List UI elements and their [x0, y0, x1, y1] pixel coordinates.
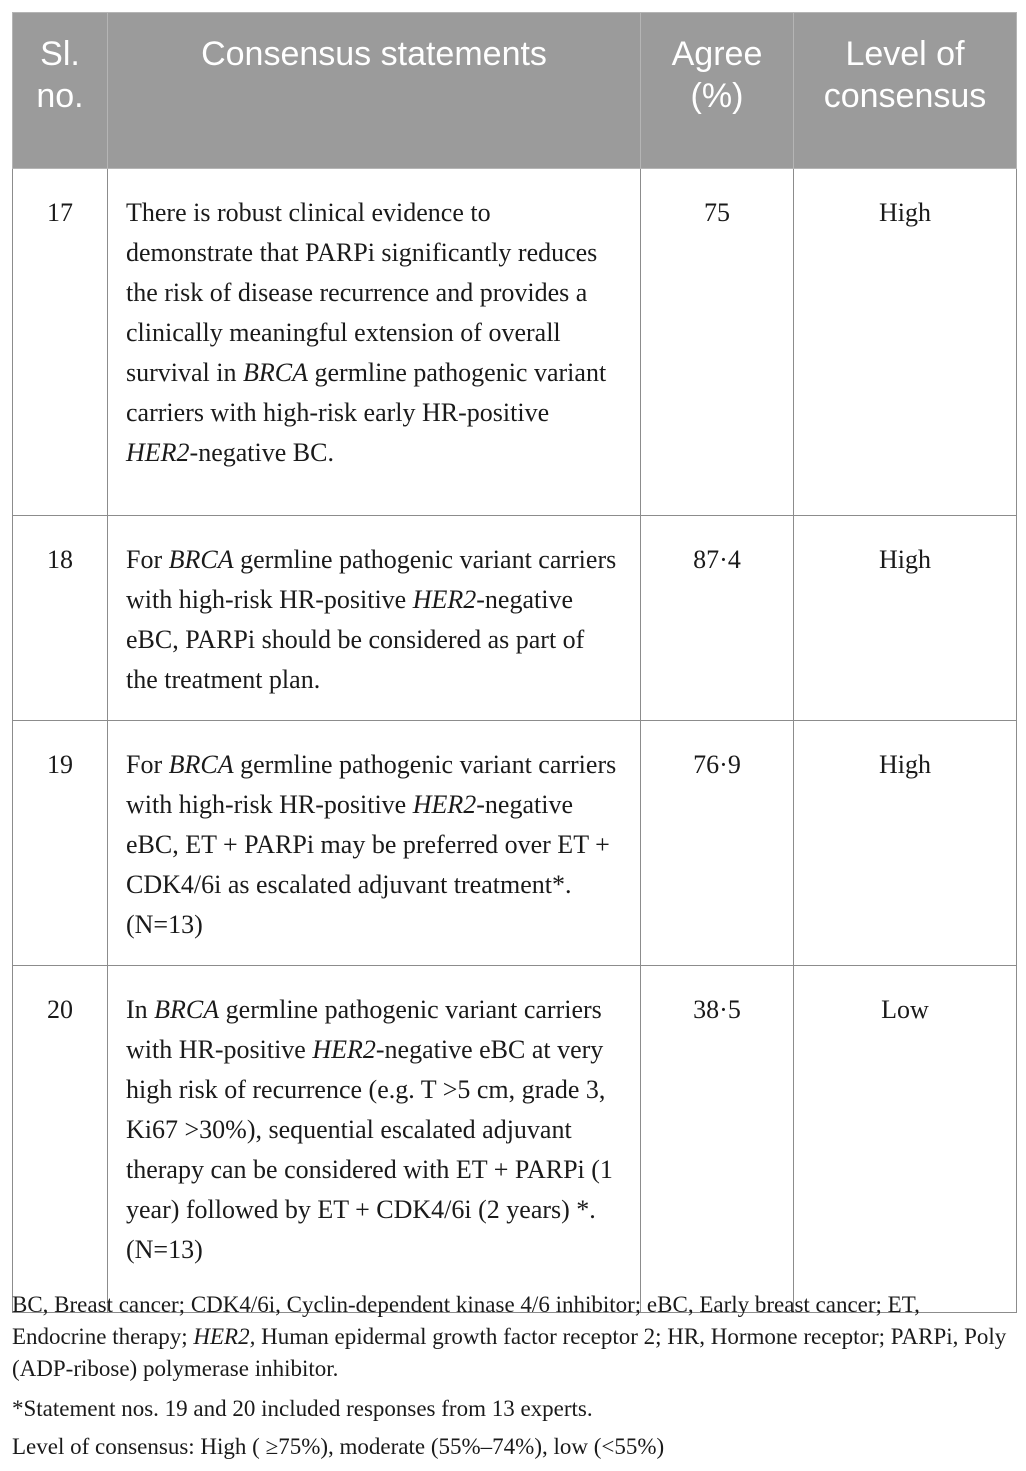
- table-row: [13, 516, 1017, 721]
- table-header: [13, 13, 1017, 169]
- table-row: [13, 721, 1017, 966]
- consensus-level: Low: [794, 966, 1017, 1313]
- agree-percent: 38·5: [641, 966, 794, 1313]
- row-number: 17: [13, 169, 108, 516]
- agree-percent: 76·9: [641, 721, 794, 966]
- abbreviations-note: BC, Breast cancer; CDK4/6i, Cyclin-dependent kinase 4/6 inhibitor; eBC, Early breast cancer; ET, Endocrine therapy; HER2, Human epidermal growth factor receptor 2; HR, Hormone receptor; PARPi, Poly (ADP-ribose) polymerase inhibitor.: [12, 1292, 1007, 1381]
- statement-text: For BRCA germline pathogenic variant carriers with high-risk HR-positive HER2-negative eBC, ET + PARPi may be preferred over ET + CDK4/6i as escalated adjuvant treatment*. (N=13): [108, 721, 641, 966]
- asterisk-note: *Statement nos. 19 and 20 included responses from 13 experts.: [12, 1396, 593, 1421]
- agree-percent: 87·4: [641, 516, 794, 721]
- row-number: 19: [13, 721, 108, 966]
- row-number: 20: [13, 966, 108, 1313]
- row-number: 18: [13, 516, 108, 721]
- table-footnotes: [12, 1289, 1016, 1463]
- statement-text: In BRCA germline pathogenic variant carriers with HR-positive HER2-negative eBC at very high risk of recurrence (e.g. T >5 cm, grade 3, Ki67 >30%), sequential escalated adjuvant therapy can be considered with ET + PARPi (1 year) followed by ET + CDK4/6i (2 years) *. (N=13): [108, 966, 641, 1313]
- consensus-level-note: Level of consensus: High ( ≥75%), moderate (55%–74%), low (<55%): [12, 1434, 665, 1459]
- header-sl-no: Sl. no.: [13, 13, 108, 169]
- statement-text: There is robust clinical evidence to demonstrate that PARPi significantly reduces the risk of disease recurrence and provides a clinically meaningful extension of overall survival in BRCA germline pathogenic variant carriers with high-risk early HR-positive HER2-negative BC.: [108, 169, 641, 516]
- statement-text: For BRCA germline pathogenic variant carriers with high-risk HR-positive HER2-negative eBC, PARPi should be considered as part of the treatment plan.: [108, 516, 641, 721]
- header-statements: Consensus statements: [108, 13, 641, 169]
- agree-percent: 75: [641, 169, 794, 516]
- consensus-level: High: [794, 721, 1017, 966]
- consensus-level: High: [794, 169, 1017, 516]
- table-row: [13, 966, 1017, 1313]
- consensus-table: [12, 12, 1017, 1313]
- header-agree: Agree (%): [641, 13, 794, 169]
- header-level: Level of consensus: [794, 13, 1017, 169]
- consensus-level: High: [794, 516, 1017, 721]
- table-row: [13, 169, 1017, 516]
